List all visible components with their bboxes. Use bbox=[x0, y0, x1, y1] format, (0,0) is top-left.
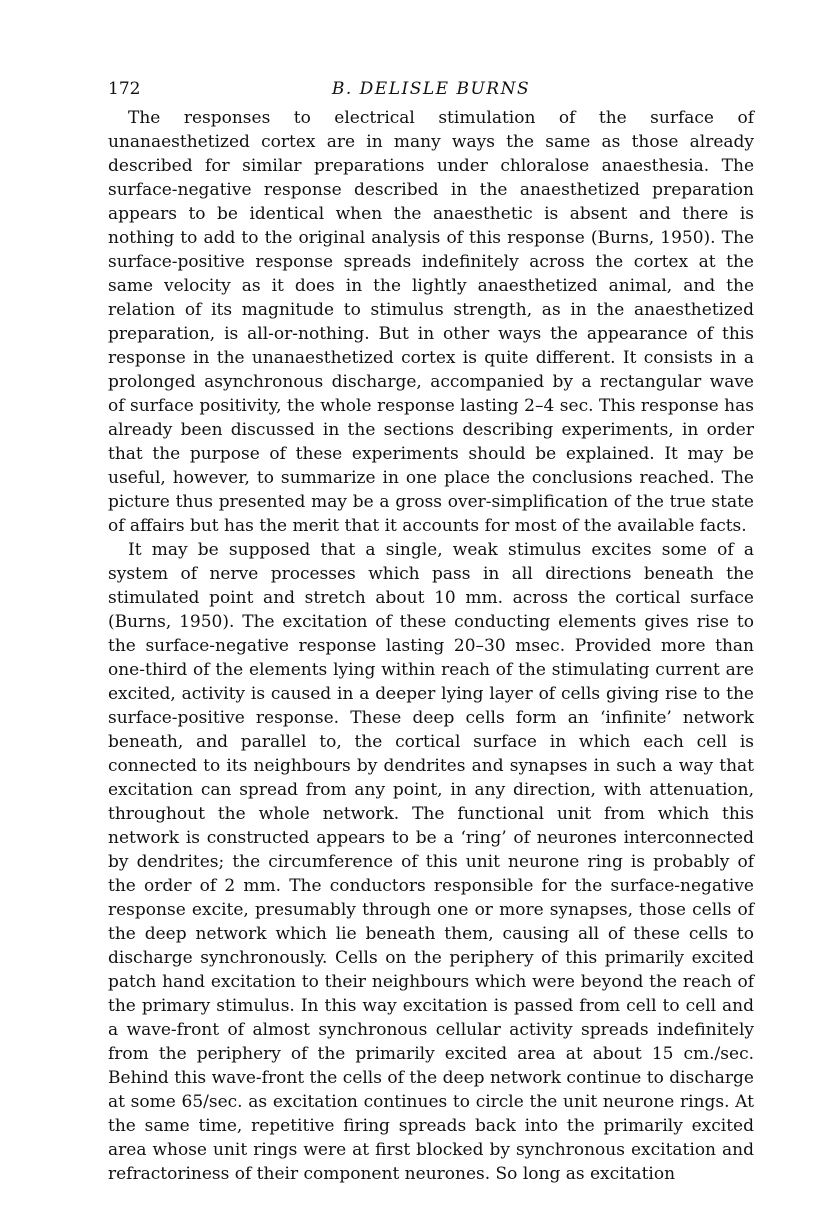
body-paragraph: It may be supposed that a single, weak stimulus excites some of a system of nerve processes which pass in all directions beneath the stimulated point and stretch about 10 mm. across the cortical surface (Burns, 1950). The excitation of these conducting elements gives rise to the surface-negative response lasting 20–30 msec. Provided more than one-third of the elements lying within reach of the stimulating current are excited, activity is caused in a deeper lying layer of cells giving rise to the surface-positive response. These deep cells form an ‘infinite’ network beneath, and parallel to, the cortical surface in which each cell is connected to its neighbours by dendrites and synapses in such a way that excitation can spread from any point, in any direction, with attenuation, throughout the whole network. The functional unit from which this network is constructed appears to be a ‘ring’ of neurones interconnected by dendrites; the circumference of this unit neurone ring is probably of the order of 2 mm. The conductors responsible for the surface-negative response excite, presumably through one or more synapses, those cells of the deep network which lie beneath them, causing all of these cells to discharge synchronously. Cells on the periphery of this primarily excited patch hand excitation to their neighbours which were beyond the reach of the primary stimulus. In this way excitation is passed from cell to cell and a wave-front of almost synchronous cellular activity spreads indefinitely from the periphery of the primarily excited area at about 15 cm./sec. Behind this wave-front the cells of the deep network continue to discharge at some 65/sec. as excitation continues to circle the unit neurone rings. At the same time, repetitive firing spreads back into the primarily excited area whose unit rings were at first blocked by synchronous excitation and refractoriness of their component neurones. So long as excitation bbox=[108, 540, 754, 1184]
body-paragraph: The responses to electrical stimulation of the surface of unanaesthetized cortex are in many ways the same as those already described for similar preparations under chloralose anaesthesia. The surface-negative response described in the anaesthetized preparation appears to be identical when the anaesthetic is absent and there is nothing to add to the original analysis of this response (Burns, 1950). The surface-positive response spreads indefinitely across the cortex at the same velocity as it does in the lightly anaesthetized animal, and the relation of its magnitude to stimulus strength, as in the anaesthetized preparation, is all-or-nothing. But in other ways the appearance of this response in the unanaesthetized cortex is quite different. It consists in a prolonged asynchronous discharge, accompanied by a rectangular wave of surface positivity, the whole response lasting 2–4 sec. This response has already been discussed in the sections describing experiments, in order that the purpose of these experiments should be explained. It may be useful, however, to summarize in one place the conclusions reached. The picture thus presented may be a gross over-simplification of the true state of affairs but has the merit that it accounts for most of the available facts. bbox=[108, 108, 754, 536]
running-header bbox=[108, 76, 754, 102]
journal-page bbox=[108, 76, 754, 1186]
page-number: 172 bbox=[108, 79, 141, 99]
running-title: B. DELISLE BURNS bbox=[331, 79, 531, 99]
